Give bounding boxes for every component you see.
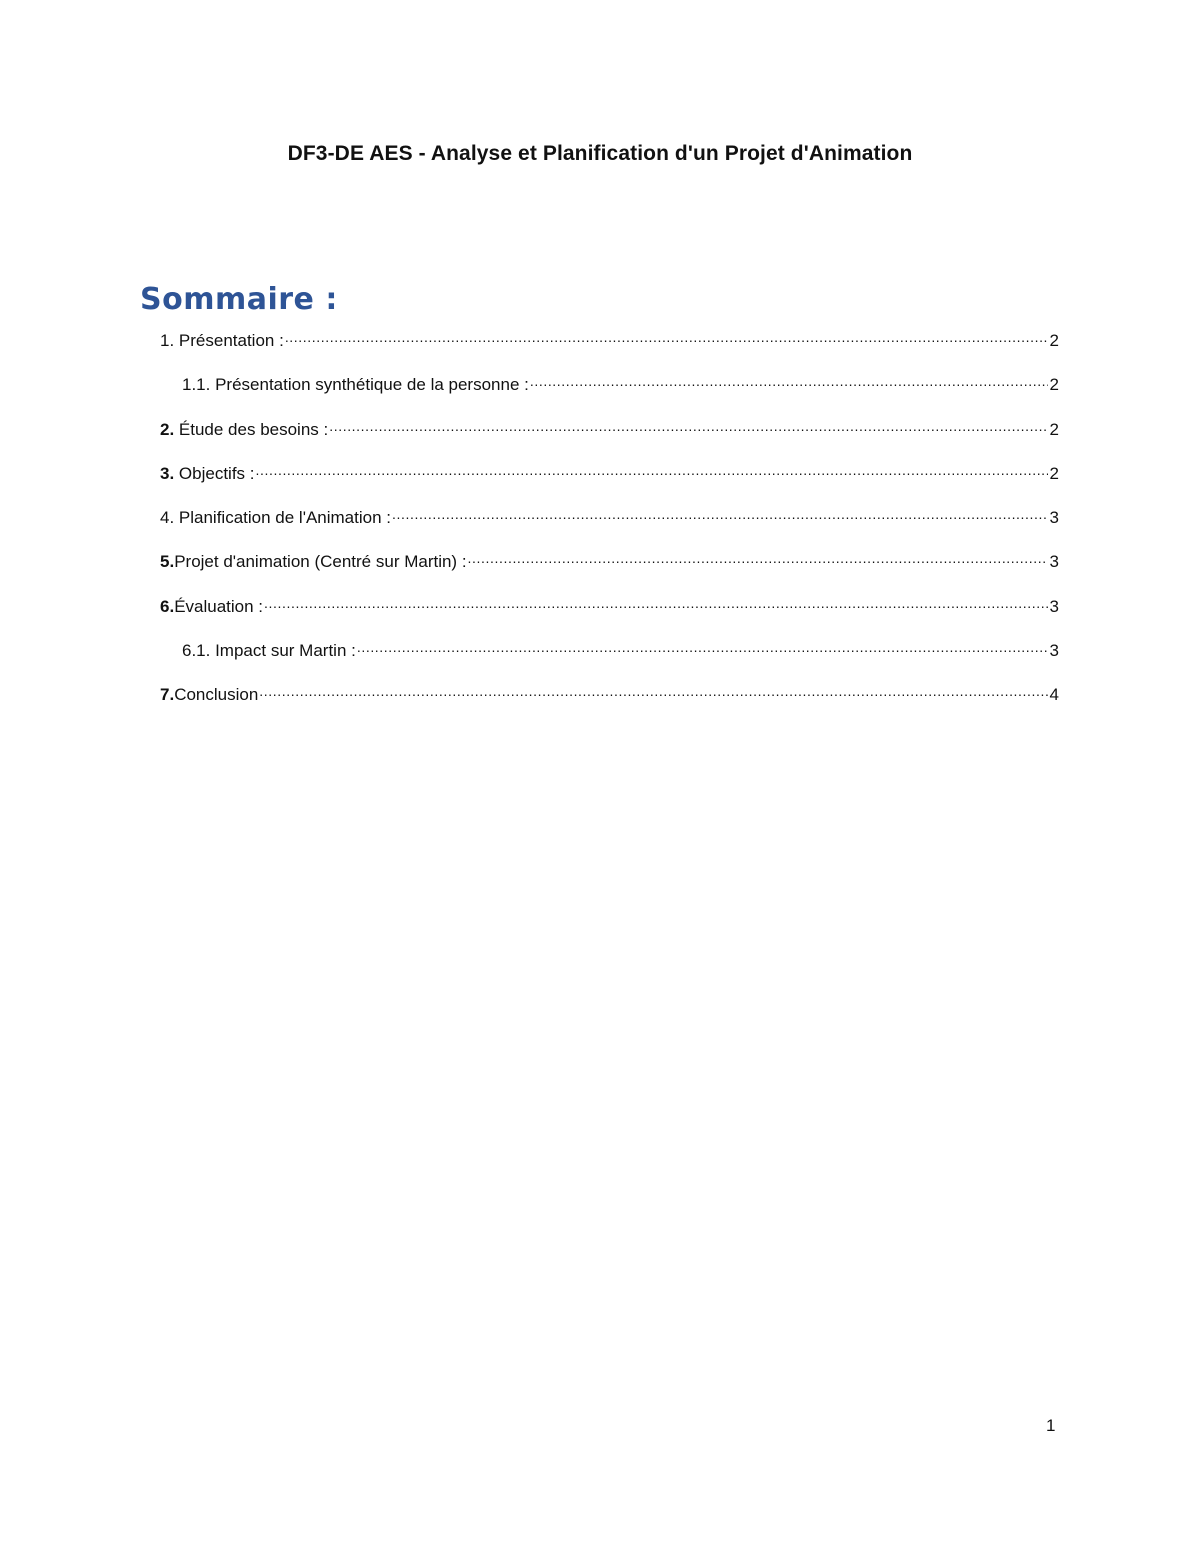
- toc-dot-leader: [392, 501, 1048, 523]
- toc-entry-number: 1.: [160, 331, 175, 350]
- toc-entry-number: 6.1.: [182, 641, 211, 660]
- toc-entry-text: Objectifs :: [174, 464, 255, 483]
- toc-entry-page: 3: [1049, 641, 1059, 660]
- toc-entry-page: 3: [1049, 552, 1059, 571]
- toc-dot-leader: [285, 324, 1048, 346]
- toc-entry-page: 2: [1049, 375, 1059, 394]
- toc-entry-objectifs[interactable]: [160, 457, 1059, 483]
- toc-dot-leader: [259, 678, 1048, 700]
- toc-entry-number: 4.: [160, 508, 175, 527]
- toc-entry-page: 2: [1049, 331, 1059, 350]
- toc-entry-projet-animation[interactable]: [160, 545, 1059, 571]
- toc-entry-presentation[interactable]: [160, 324, 1059, 350]
- toc-entry-impact-martin[interactable]: [160, 634, 1059, 660]
- toc-entry-number: 7.: [160, 685, 175, 704]
- page-number: 1: [1046, 1416, 1056, 1435]
- toc-dot-leader: [264, 590, 1048, 612]
- toc-dot-leader: [329, 413, 1048, 435]
- toc-entry-text: Présentation :: [174, 331, 284, 350]
- toc-dot-leader: [256, 457, 1049, 479]
- toc-entry-number: 5.: [160, 552, 175, 571]
- toc-dot-leader: [357, 634, 1048, 656]
- toc-entry-number: 2.: [160, 420, 175, 439]
- toc-entry-page: 2: [1049, 464, 1059, 483]
- toc-entry-text: Conclusion: [174, 685, 259, 704]
- toc-entry-text: Projet d'animation (Centré sur Martin) :: [174, 552, 467, 571]
- toc-entry-etude-besoins[interactable]: [160, 413, 1059, 439]
- toc-dot-leader: [530, 368, 1048, 390]
- toc-entry-page: 3: [1049, 508, 1059, 527]
- toc-entry-text: Planification de l'Animation :: [174, 508, 391, 527]
- table-of-contents: [160, 324, 1059, 704]
- toc-entry-presentation-synthetique[interactable]: [160, 368, 1059, 394]
- toc-heading: Sommaire :: [140, 282, 338, 317]
- toc-entry-page: 2: [1049, 420, 1059, 439]
- toc-entry-number: 6.: [160, 597, 175, 616]
- toc-entry-planification[interactable]: [160, 501, 1059, 527]
- toc-entry-number: 3.: [160, 464, 175, 483]
- toc-entry-number: 1.1.: [182, 375, 211, 394]
- toc-entry-text: Évaluation :: [174, 597, 264, 616]
- toc-entry-text: Impact sur Martin :: [210, 641, 356, 660]
- document-title: DF3-DE AES - Analyse et Planification d'un Projet d'Animation: [287, 142, 913, 165]
- toc-entry-text: Étude des besoins :: [174, 420, 329, 439]
- toc-entry-page: 4: [1049, 685, 1059, 704]
- toc-entry-text: Présentation synthétique de la personne :: [210, 375, 529, 394]
- toc-entry-page: 3: [1049, 597, 1059, 616]
- toc-dot-leader: [468, 545, 1048, 567]
- toc-entry-conclusion[interactable]: [160, 678, 1059, 704]
- toc-entry-evaluation[interactable]: [160, 590, 1059, 616]
